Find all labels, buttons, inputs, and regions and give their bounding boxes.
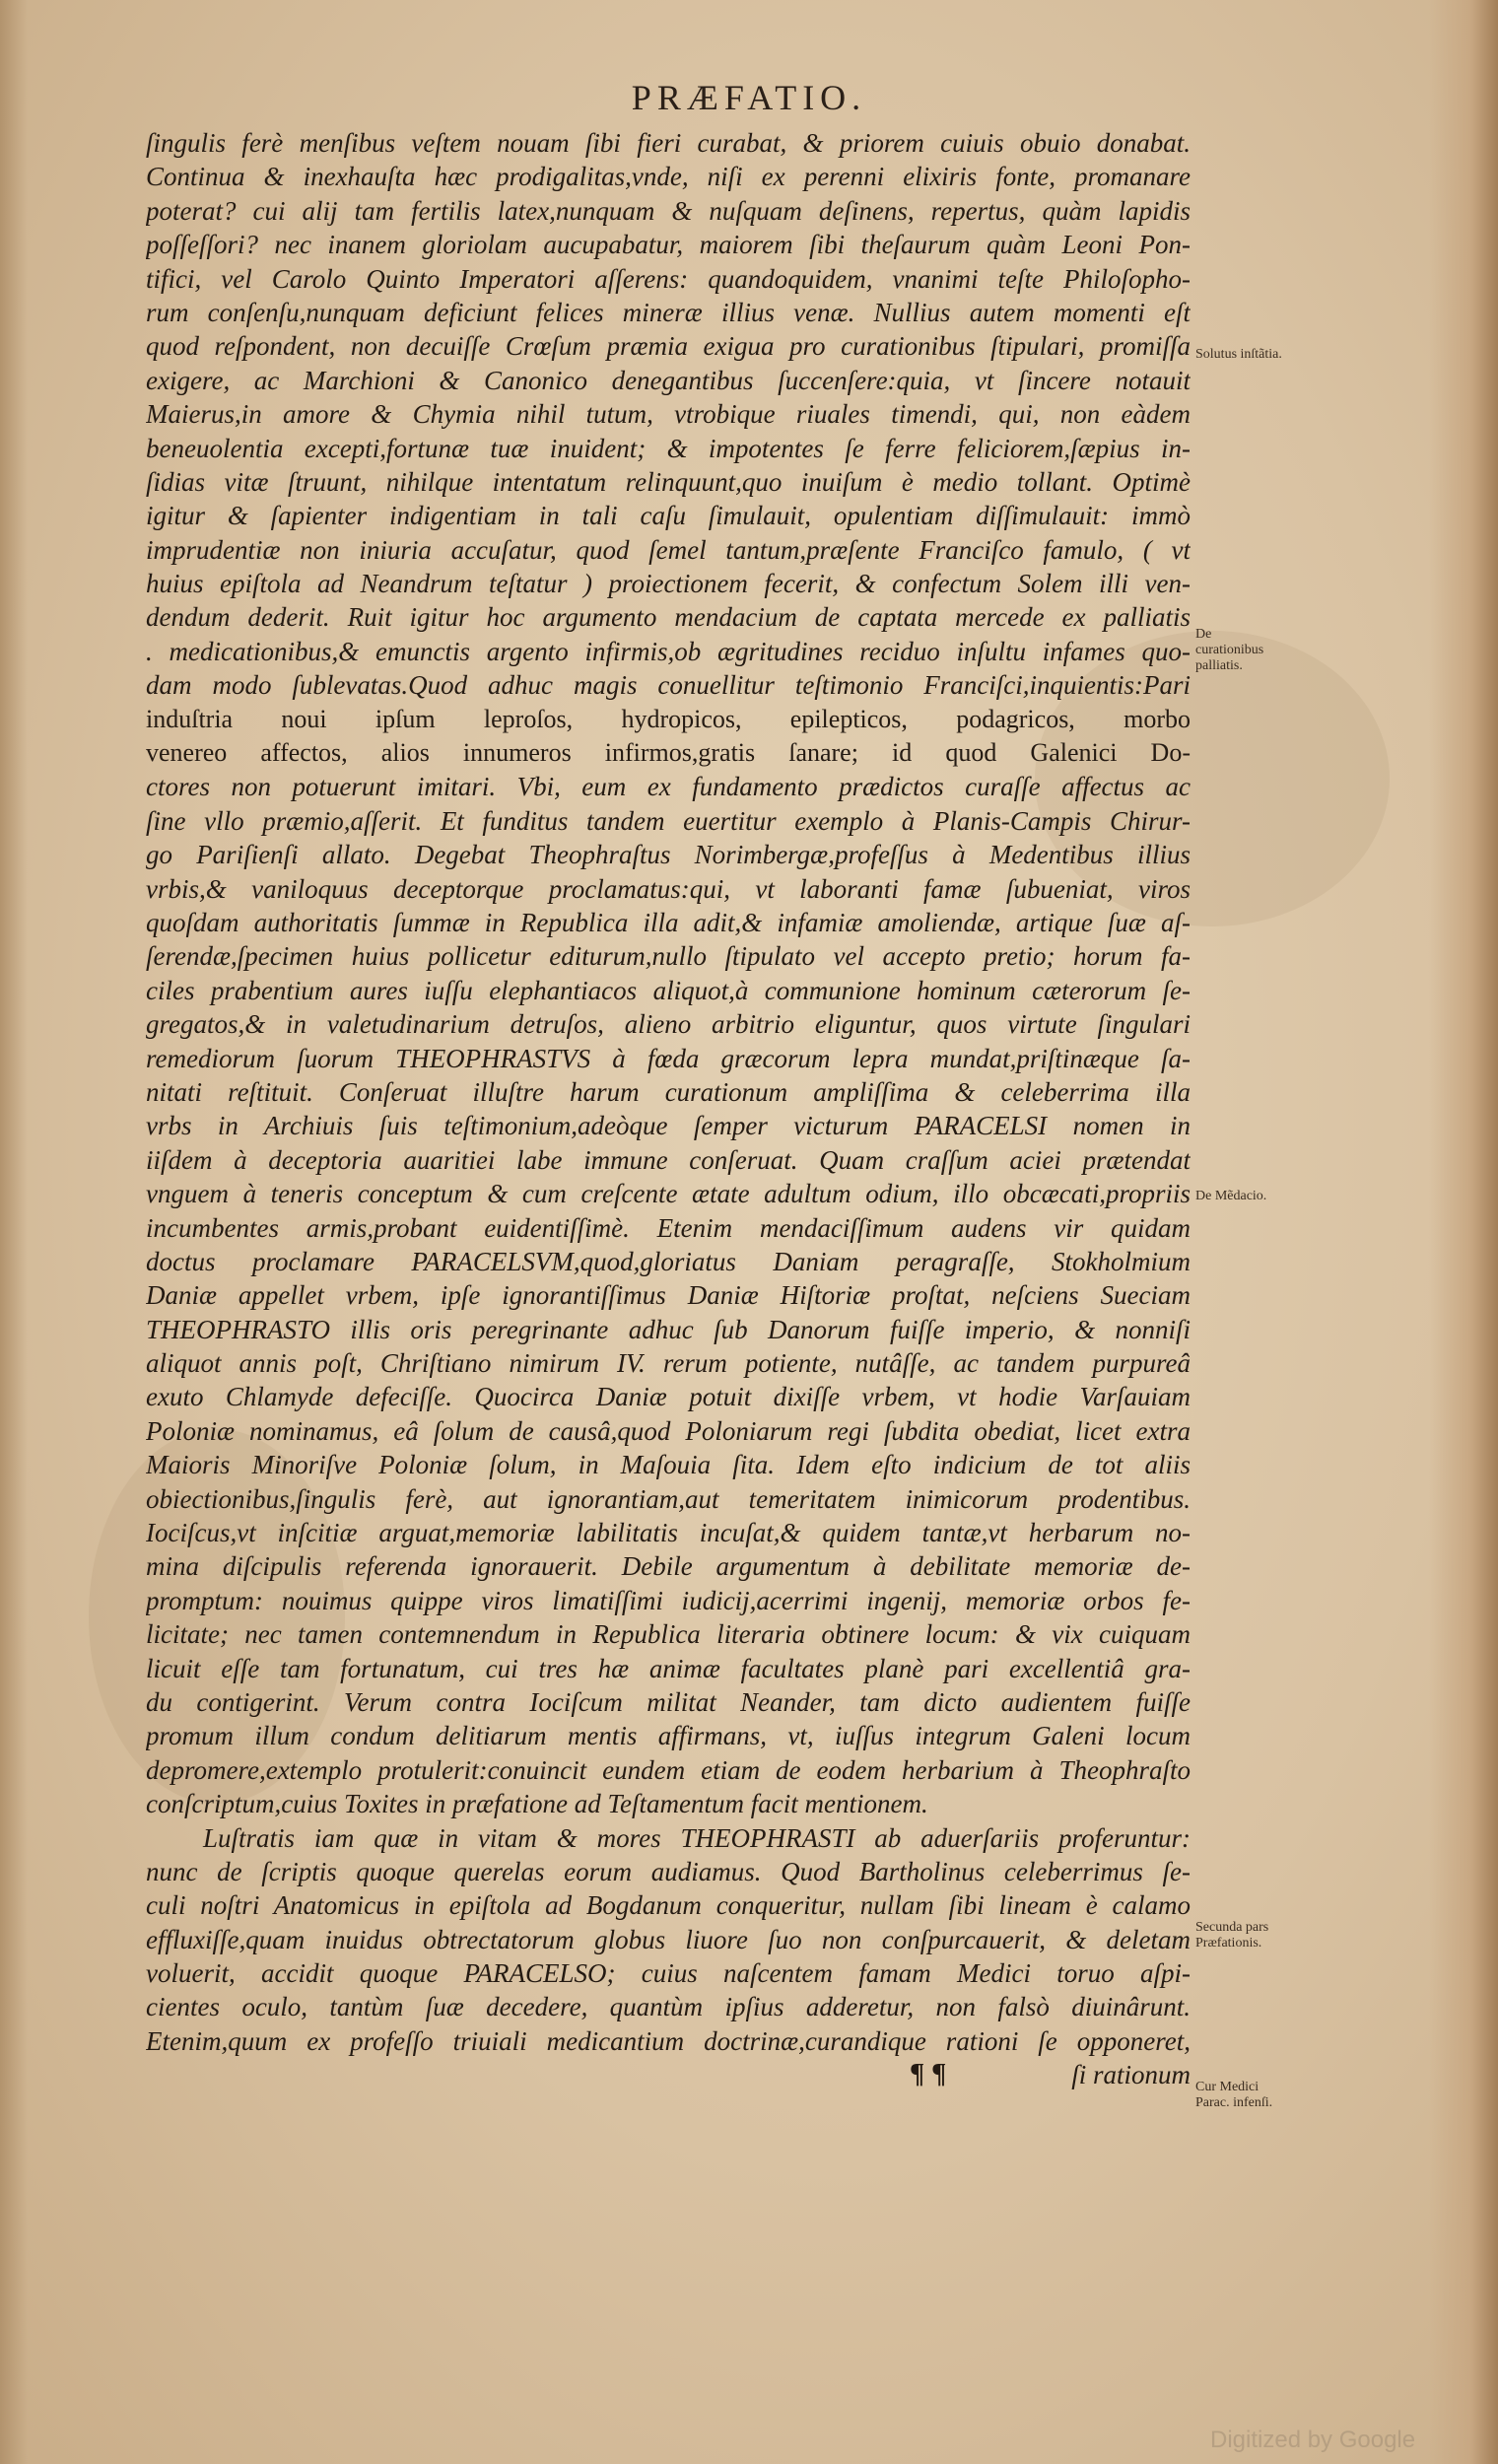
text-line-roman: venereo affectos, alios innumeros infirmos,gratis ſanare; id quod Galenici Do- (146, 738, 1191, 768)
text-line: vnguem à teneris conceptum & cum creſcente ætate adultum odium, illo obcæcati,propriis (146, 1179, 1191, 1209)
text-line: ciles prabentium aures iuſſu elephantiacos aliquot,à communione hominum cæterorum ſe- (146, 975, 1191, 1005)
text-line: vrbs in Archiuis ſuis teſtimonium,adeòque ſemper victurum PARACELSI nomen in (146, 1111, 1191, 1141)
margin-note-cur-medici: Cur Medici Parac. infenſi. (1195, 2080, 1273, 2110)
text-line: imprudentiæ non iniuria accuſatur, quod ſemel tantum,præſente Franciſco famulo, ( vt (146, 534, 1191, 565)
text-line: culi noſtri Anatomicus in epiſtola ad Bogdanum conqueritur, nullam ſibi lineam è calamo (146, 1890, 1191, 1921)
running-head: PRÆFATIO. (631, 78, 867, 117)
margin-note-palliatis: De curationibus palliatis. (1195, 627, 1264, 673)
text-line: rum conſenſu,nunquam deficiunt felices mineræ illius venæ. Nullius autem momenti eſt (146, 297, 1191, 327)
text-line: mina diſcipulis referenda ignorauerit. Debile argumentum à debilitate memoriæ de- (146, 1551, 1191, 1582)
text-line: Daniæ appellet vrbem, ipſe ignorantiſſimus Daniæ Hiſtoriæ proſtat, neſciens Sueciam (146, 1280, 1191, 1311)
text-line: nunc de ſcriptis quoque querelas eorum audiamus. Quod Bartholinus celeberrimus ſe- (146, 1856, 1191, 1886)
text-line: Maioris Minoriſve Poloniæ ſolum, in Maſouia ſita. Idem eſto indicium de tot aliis (146, 1450, 1191, 1480)
text-line: ctores non potuerunt imitari. Vbi, eum ex fundamento prædictos curaſſe affectus ac (146, 772, 1191, 802)
margin-note-mendacio: De Mẽdacio. (1195, 1189, 1267, 1203)
text-line: ſidias vitæ ſtruunt, nihilque intentatum relinquunt,quo inuiſum è medio tollant. Optimè (146, 466, 1191, 497)
text-line: iiſdem à deceptoria auaritiei labe immune conſeruat. Quam craſſum aciei prætendat (146, 1144, 1191, 1175)
text-line: gregatos,& in valetudinarium detruſos, alieno arbitrio eliguntur, quos virtute ſingulari (146, 1009, 1191, 1040)
paragraph-start-line: Luſtratis iam quæ in vitam & mores THEOPHRASTI ab aduerſariis proferuntur: (203, 1822, 1191, 1853)
text-line: dendum dederit. Ruit igitur hoc argumento mendacium de captata mercede ex palliatis (146, 602, 1191, 633)
text-line: tifici, vel Carolo Quinto Imperatori aſſerens: quandoquidem, vnanimi teſte Philoſopho- (146, 263, 1191, 294)
text-line: quod reſpondent, non decuiſſe Crœſum præmia exigua pro curationibus ſtipulari, promiſſa (146, 331, 1191, 362)
text-line: du contigerint. Verum contra Iociſcum militat Neander, tam dicto audientem fuiſſe (146, 1686, 1191, 1717)
paragraph-end-line: conſcriptum,cuius Toxites in præfatione ad Teſtamentum facit mentionem. (146, 1789, 928, 1819)
text-line: nitati reſtituit. Conſeruat illuſtre harum curationum ampliſſima & celeberrima illa (146, 1076, 1191, 1107)
text-line: promum illum condum delitiarum mentis affirmans, vt, iuſſus integrum Galeni locum (146, 1721, 1191, 1751)
text-line: cientes oculo, tantùm ſuæ decedere, quantùm ipſius adderetur, non falsò diuinârunt. (146, 1992, 1191, 2022)
text-line: ſingulis ferè menſibus veſtem nouam ſibi fieri curabat, & priorem cuiuis obuio donabat. (146, 128, 1191, 158)
text-line: THEOPHRASTO illis oris peregrinante adhuc ſub Danorum fuiſſe imperio, & nonniſi (146, 1314, 1191, 1344)
text-line: quoſdam authoritatis ſummæ in Republica illa adit,& infamiæ amoliendæ, artique ſuæ aſ- (146, 907, 1191, 937)
text-line: doctus proclamare PARACELSVM,quod,gloriatus Daniam peragraſſe, Stokholmium (146, 1246, 1191, 1276)
main-text-block (146, 126, 1191, 2092)
margin-note-secunda-pars: Secunda pars Præfationis. (1195, 1920, 1269, 1951)
text-line: beneuolentia excepti,fortunæ tuæ inuident; & impotentes ſe ferre feliciorem,ſæpius in- (146, 433, 1191, 463)
text-line: effluxiſſe,quam inuidus obtrectatorum globus liuore ſuo non conſpurcauerit, & deletam (146, 1924, 1191, 1954)
text-line: Poloniæ nominamus, eâ ſolum de causâ,quod Poloniarum regi ſubdita obediat, licet extra (146, 1415, 1191, 1446)
text-line: vrbis,& vaniloquus deceptorque proclamatus:qui, vt laboranti famæ ſubueniat, viros (146, 873, 1191, 904)
text-line-roman: induſtria noui ipſum leproſos, hydropicos, epilepticos, podagricos, morbo (146, 704, 1191, 733)
text-line: Etenim,quum ex profeſſo triuiali medicantium doctrinæ,curandique rationi ſe opponeret, (146, 2025, 1191, 2056)
text-line: aliquot annis poſt, Chriſtiano nimirum IV. rerum potiente, nutâſſe, ac tandem purpureâ (146, 1348, 1191, 1379)
text-line: licitate; nec tamen contemnendum in Republica literaria obtinere locum: & vix cuiquam (146, 1619, 1191, 1650)
text-line: Iociſcus,vt inſcitiæ arguat,memoriæ labilitatis incuſat,& quidem tantæ,vt herbarum no- (146, 1518, 1191, 1548)
text-line: licuit eſſe tam fortunatum, cui tres hæ animæ facultates planè pari excellentiâ gra- (146, 1653, 1191, 1683)
text-line: poterat? cui alij tam fertilis latex,nunquam & nuſquam deſinens, repertus, quàm lapidis (146, 195, 1191, 226)
text-line: . medicationibus,& emunctis argento infirmis,ob ægritudines reciduo inſultu infames quo- (146, 636, 1191, 666)
text-line: exigere, ac Marchioni & Canonico denegantibus ſuccenſere:quia, vt ſincere notauit (146, 365, 1191, 395)
text-line: voluerit, accidit quoque PARACELSO; cuius naſcentem famam Medici toruo aſpi- (146, 1958, 1191, 1989)
page-left-edge (0, 0, 28, 2464)
text-line: huius epiſtola ad Neandrum teſtatur ) proiectionem fecerit, & confectum Solem illi ven- (146, 569, 1191, 599)
page-right-edge (1429, 0, 1498, 2464)
text-line: go Pariſienſi allato. Degebat Theophraſtus Norimbergæ,profeſſus à Medentibus illius (146, 840, 1191, 870)
text-line: promptum: nouimus quippe viros limatiſſimi iudicij,acerrimi ingenij, memoriæ orbos fe- (146, 1585, 1191, 1615)
digitization-watermark: Digitized by Google (1210, 2427, 1416, 2453)
text-line: incumbentes armis,probant euidentiſſimè. Etenim mendaciſſimum audens vir quidam (146, 1212, 1191, 1243)
text-line: ſerendæ,ſpecimen huius pollicetur editurum,nullo ſtipulato vel accepto pretio; horum fa- (146, 941, 1191, 972)
signature-mark: ¶ ¶ (910, 2059, 947, 2090)
text-line: obiectionibus,ſingulis ferè, aut ignorantiam,aut temeritatem inimicorum prodentibus. (146, 1483, 1191, 1514)
margin-note-solutus: Solutus inſtãtia. (1195, 347, 1282, 362)
text-line: Maierus,in amore & Chymia nihil tutum, vtrobique riuales timendi, qui, non eàdem (146, 399, 1191, 430)
text-line: Continua & inexhauſta hæc prodigalitas,vnde, niſi ex perenni elixiris fonte, promanare (146, 162, 1191, 192)
text-line: ſine vllo præmio,aſſerit. Et funditus tandem euertitur exemplo à Planis-Campis Chirur- (146, 805, 1191, 836)
catchword: ſi rationum (1071, 2060, 1191, 2090)
text-line: remediorum ſuorum THEOPHRASTVS à fœda græcorum lepra mundat,priſtinæque ſa- (146, 1043, 1191, 1073)
text-line: depromere,extemplo protulerit:conuincit eundem etiam de eodem herbarium à Theophraſto (146, 1754, 1191, 1785)
page-footer-line (146, 2058, 1191, 2091)
text-line: dam modo ſublevatas.Quod adhuc magis conuellitur teſtimonio Franciſci,inquientis:Pari (146, 670, 1191, 701)
text-line: exuto Chlamyde defeciſſe. Quocirca Daniæ potuit dixiſſe vrbem, vt hodie Varſauiam (146, 1382, 1191, 1412)
text-line: poſſeſſori? nec inanem gloriolam aucupabatur, maiorem ſibi theſaurum quàm Leoni Pon- (146, 230, 1191, 260)
text-line: igitur & ſapienter indigentiam in tali caſu ſimulauit, opulentiam diſſimulauit: immò (146, 501, 1191, 531)
